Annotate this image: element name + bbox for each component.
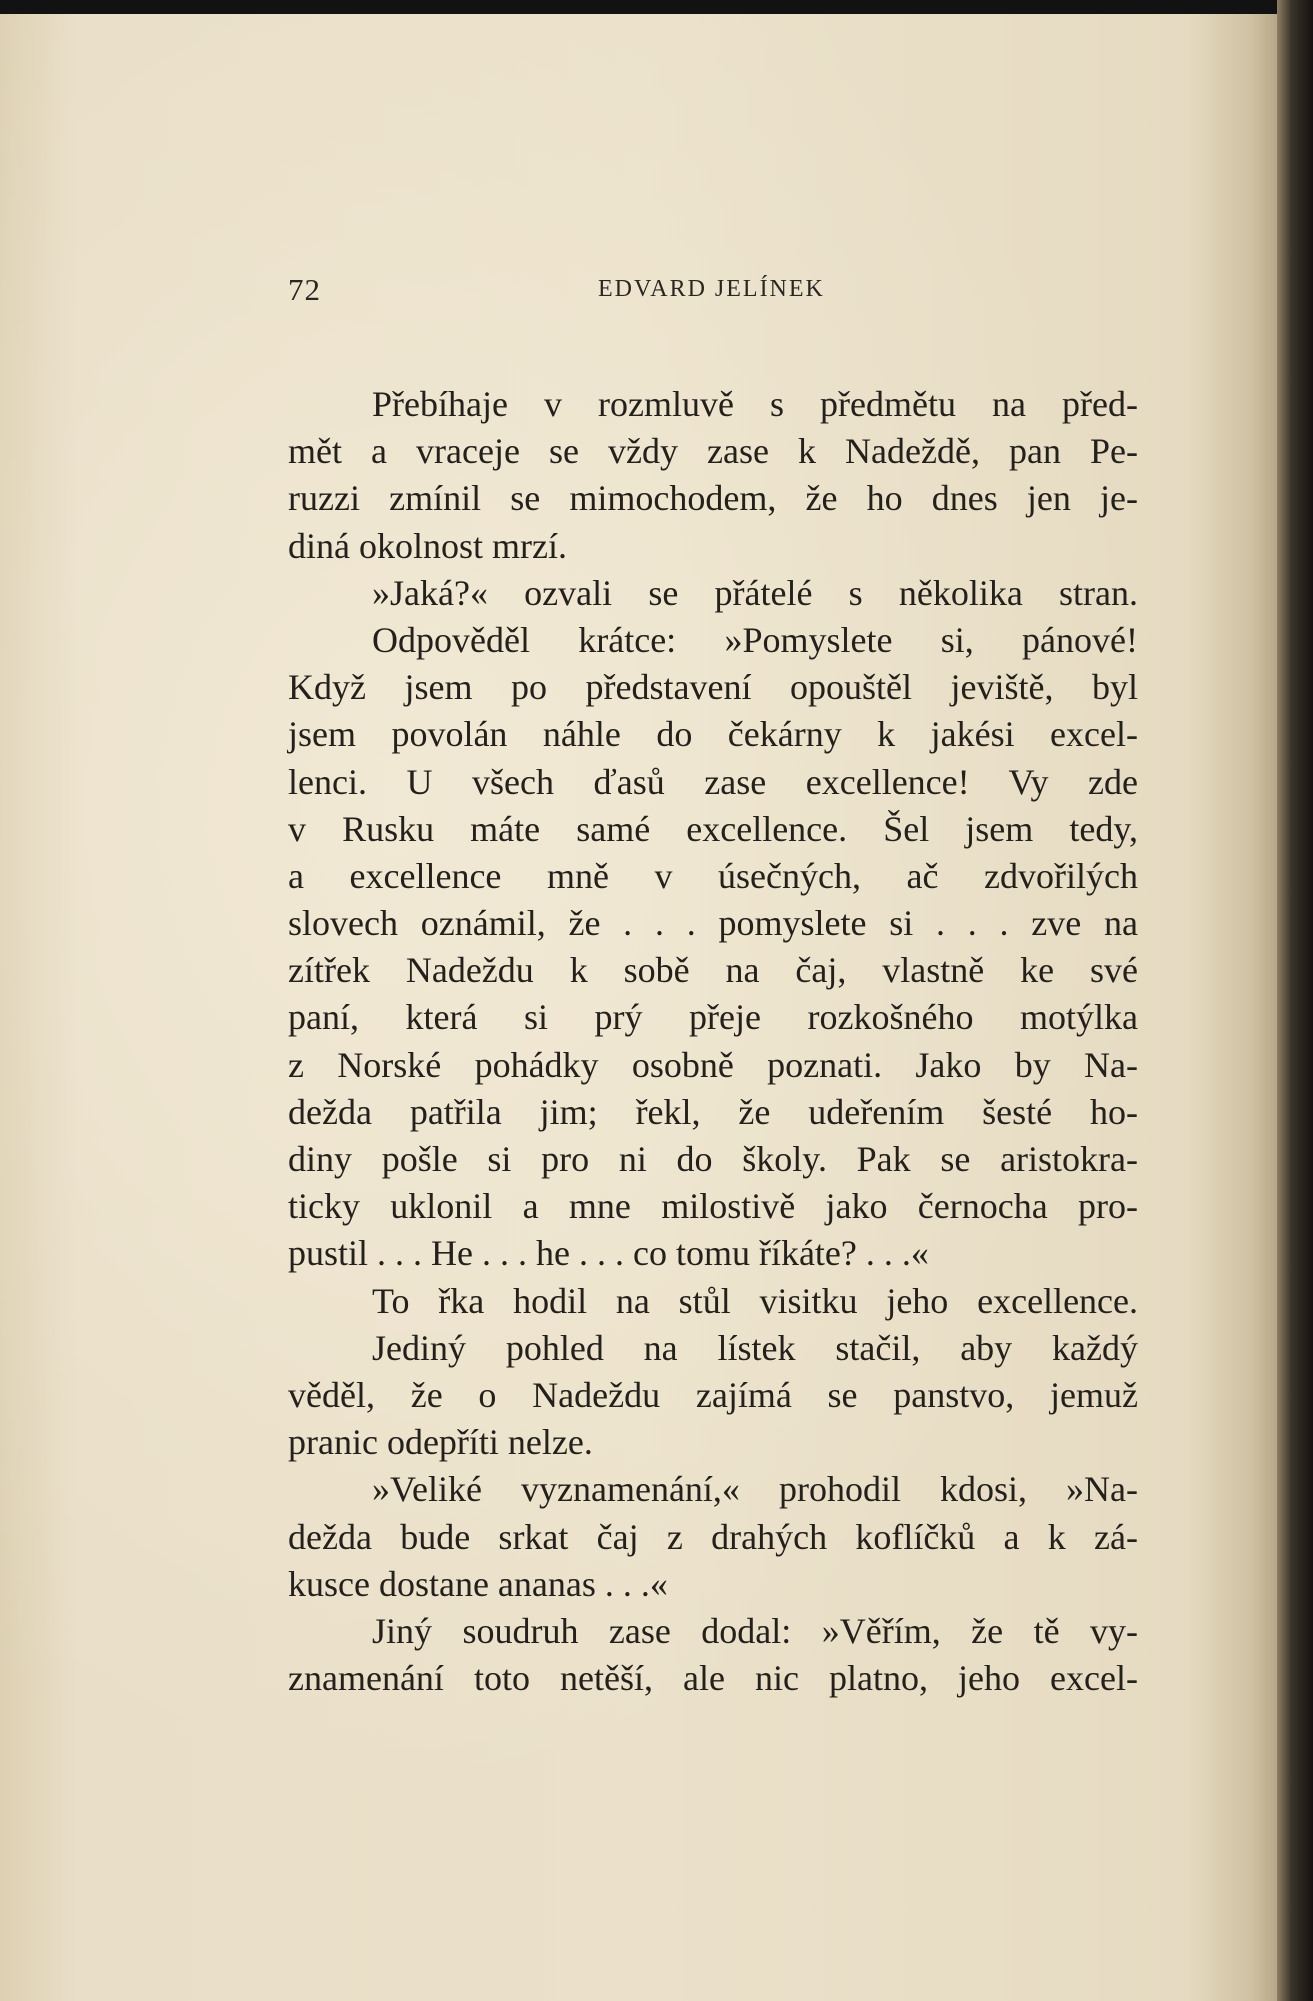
text-line: diná okolnost mrzí.: [288, 525, 567, 566]
text-line: dežda patřila jim; řekl, že udeřením šesté ho-: [288, 1091, 1138, 1132]
binding-gutter: [1277, 0, 1313, 2001]
text-line: věděl, že o Nadeždu zajímá se panstvo, jemuž: [288, 1374, 1138, 1415]
text-line: z Norské pohádky osobně poznati. Jako by Na-: [288, 1044, 1138, 1085]
text-line: slovech oznámil, že . . . pomyslete si . . . zve na: [288, 903, 1138, 944]
text-line: pranic odepříti nelze.: [288, 1422, 593, 1463]
text-line: »Jaká?« ozvali se přátelé s několika stran.: [372, 572, 1138, 613]
text-line: To řka hodil na stůl visitku jeho excellence.: [372, 1280, 1138, 1321]
text-line: znamenání toto netěší, ale nic platno, jeho excel-: [288, 1658, 1138, 1699]
text-line: ticky uklonil a mne milostivě jako černocha pro-: [288, 1186, 1138, 1227]
text-line: »Veliké vyznamenání,« prohodil kdosi, »Na-: [372, 1469, 1138, 1510]
text-line: jsem povolán náhle do čekárny k jakési excel-: [288, 714, 1138, 755]
text-line: zítřek Nadeždu k sobě na čaj, vlastně ke své: [288, 950, 1138, 991]
text-line: mět a vraceje se vždy zase k Nadeždě, pan Pe-: [288, 431, 1138, 472]
text-line: Odpověděl krátce: »Pomyslete si, pánové!: [372, 619, 1138, 660]
running-head: EDVARD JELÍNEK: [598, 276, 825, 302]
page-number: 72: [288, 272, 321, 307]
text-line: v Rusku máte samé excellence. Šel jsem tedy,: [288, 808, 1138, 849]
text-line: Přebíhaje v rozmluvě s předmětu na před-: [372, 384, 1138, 424]
text-line: paní, která si prý přeje rozkošného motýlka: [288, 997, 1138, 1038]
text-line: dežda bude srkat čaj z drahých koflíčků a k zá-: [288, 1516, 1138, 1557]
text-line: a excellence mně v úsečných, ač zdvořilých: [288, 855, 1138, 896]
text-line: lenci. U všech ďasů zase excellence! Vy zde: [288, 761, 1138, 802]
text-line: Jiný soudruh zase dodal: »Věřím, že tě vy-: [372, 1610, 1138, 1651]
text-line: kusce dostane ananas . . .«: [288, 1563, 668, 1604]
text-line: ruzzi zmínil se mimochodem, že ho dnes jen je-: [288, 478, 1138, 519]
text-line: Když jsem po představení opouštěl jeviště, byl: [288, 667, 1138, 708]
book-page: [0, 14, 1290, 2001]
text-line: pustil . . . He . . . he . . . co tomu říkáte? . . .«: [288, 1233, 929, 1274]
text-line: diny pošle si pro ni do školy. Pak se aristokra-: [288, 1139, 1138, 1179]
page-header: [288, 272, 1138, 312]
text-line: Jediný pohled na lístek stačil, aby každý: [372, 1327, 1138, 1368]
body-text: [288, 381, 1138, 1702]
